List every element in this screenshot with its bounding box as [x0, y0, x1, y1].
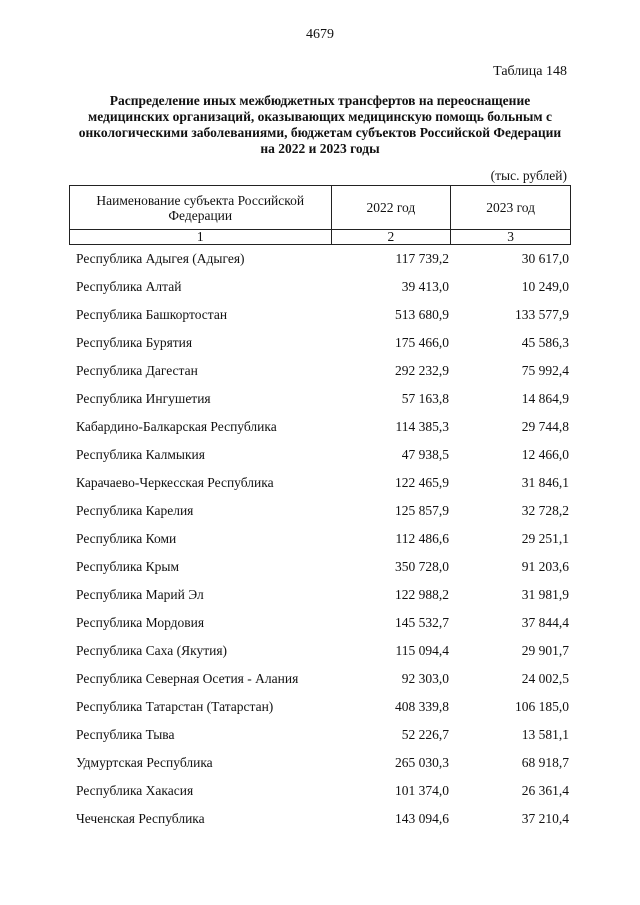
region-name: Удмуртская Республика — [76, 755, 213, 770]
region-name: Республика Адыгея (Адыгея) — [76, 251, 245, 266]
value-2023: 29 901,7 — [521, 643, 569, 658]
table-row — [69, 553, 571, 581]
table-row — [69, 329, 571, 357]
value-2023: 12 466,0 — [521, 447, 569, 462]
value-2022: 114 385,3 — [395, 419, 449, 434]
value-2022: 125 857,9 — [395, 503, 449, 518]
value-2023: 30 617,0 — [521, 251, 569, 266]
value-2022: 112 486,6 — [395, 531, 449, 546]
value-2023: 45 586,3 — [521, 335, 569, 350]
table-row — [69, 609, 571, 637]
table-row — [69, 357, 571, 385]
value-2022: 175 466,0 — [395, 335, 449, 350]
value-2023: 31 981,9 — [521, 587, 569, 602]
header-2023: 2023 год — [451, 186, 571, 230]
header-2022: 2022 год — [331, 186, 451, 230]
table-row — [69, 301, 571, 329]
value-2022: 117 739,2 — [395, 251, 449, 266]
value-2022: 292 232,9 — [395, 363, 449, 378]
region-name: Республика Северная Осетия - Алания — [76, 671, 299, 686]
table-title: Распределение иных межбюджетных трансфертов на переоснащение медицинских организаций, оказывающих медицинскую помощь больным с онкологическими заболеваниями, бюджетам субъектов Российской Федерации на 2022 и 2023 годы — [78, 93, 562, 156]
value-2023: 32 728,2 — [521, 503, 569, 518]
value-2023: 13 581,1 — [521, 727, 569, 742]
value-2022: 122 988,2 — [395, 587, 449, 602]
value-2023: 91 203,6 — [521, 559, 569, 574]
value-2023: 75 992,4 — [521, 363, 569, 378]
value-2022: 92 303,0 — [401, 671, 449, 686]
value-2023: 68 918,7 — [521, 755, 569, 770]
table-row — [69, 665, 571, 693]
value-2023: 10 249,0 — [521, 279, 569, 294]
table-row — [69, 413, 571, 441]
table-header — [69, 185, 571, 245]
header-name: Наименование субъекта Российской Федерации — [70, 186, 332, 230]
table-row — [69, 385, 571, 413]
header-num-1: 1 — [70, 230, 332, 245]
table-body — [69, 245, 571, 833]
region-name: Республика Башкортостан — [76, 307, 228, 322]
value-2022: 115 094,4 — [395, 643, 449, 658]
value-2023: 31 846,1 — [521, 475, 569, 490]
table-row — [69, 749, 571, 777]
value-2023: 133 577,9 — [515, 307, 569, 322]
table-row — [69, 693, 571, 721]
table-row — [69, 777, 571, 805]
header-num-2: 2 — [331, 230, 451, 245]
table-row — [69, 497, 571, 525]
value-2022: 350 728,0 — [395, 559, 449, 574]
value-2022: 408 339,8 — [395, 699, 449, 714]
value-2022: 122 465,9 — [395, 475, 449, 490]
region-name: Республика Калмыкия — [76, 447, 205, 462]
value-2023: 24 002,5 — [521, 671, 569, 686]
region-name: Чеченская Республика — [76, 811, 205, 826]
value-2022: 265 030,3 — [395, 755, 449, 770]
table-row — [69, 245, 571, 273]
region-name: Республика Саха (Якутия) — [76, 643, 228, 658]
table-label: Таблица 148 — [493, 64, 567, 79]
table-row — [69, 637, 571, 665]
value-2022: 52 226,7 — [401, 727, 449, 742]
value-2023: 29 744,8 — [521, 419, 569, 434]
value-2022: 143 094,6 — [395, 811, 449, 826]
value-2023: 37 844,4 — [521, 615, 569, 630]
region-name: Карачаево-Черкесская Республика — [76, 475, 274, 490]
table-row — [69, 525, 571, 553]
value-2022: 145 532,7 — [395, 615, 449, 630]
table-row — [69, 441, 571, 469]
table-row — [69, 805, 571, 833]
region-name: Республика Татарстан (Татарстан) — [76, 699, 274, 714]
value-2023: 37 210,4 — [521, 811, 569, 826]
units-label: (тыс. рублей) — [490, 168, 567, 183]
table-row — [69, 469, 571, 497]
table-row — [69, 273, 571, 301]
region-name: Республика Мордовия — [76, 615, 205, 630]
value-2023: 29 251,1 — [521, 531, 569, 546]
region-name: Республика Ингушетия — [76, 391, 211, 406]
value-2023: 14 864,9 — [521, 391, 569, 406]
page-number: 4679 — [306, 27, 334, 42]
region-name: Республика Тыва — [76, 727, 175, 742]
table-row — [69, 581, 571, 609]
header-num-3: 3 — [451, 230, 571, 245]
region-name: Республика Бурятия — [76, 335, 193, 350]
value-2022: 513 680,9 — [395, 307, 449, 322]
table-row — [69, 721, 571, 749]
region-name: Республика Крым — [76, 559, 180, 574]
region-name: Республика Марий Эл — [76, 587, 204, 602]
value-2023: 26 361,4 — [521, 783, 569, 798]
value-2022: 101 374,0 — [395, 783, 449, 798]
region-name: Республика Карелия — [76, 503, 194, 518]
value-2023: 106 185,0 — [515, 699, 569, 714]
value-2022: 47 938,5 — [401, 447, 449, 462]
region-name: Республика Коми — [76, 531, 177, 546]
region-name: Кабардино-Балкарская Республика — [76, 419, 277, 434]
region-name: Республика Дагестан — [76, 363, 198, 378]
region-name: Республика Хакасия — [76, 783, 194, 798]
value-2022: 39 413,0 — [401, 279, 449, 294]
value-2022: 57 163,8 — [401, 391, 449, 406]
region-name: Республика Алтай — [76, 279, 182, 294]
